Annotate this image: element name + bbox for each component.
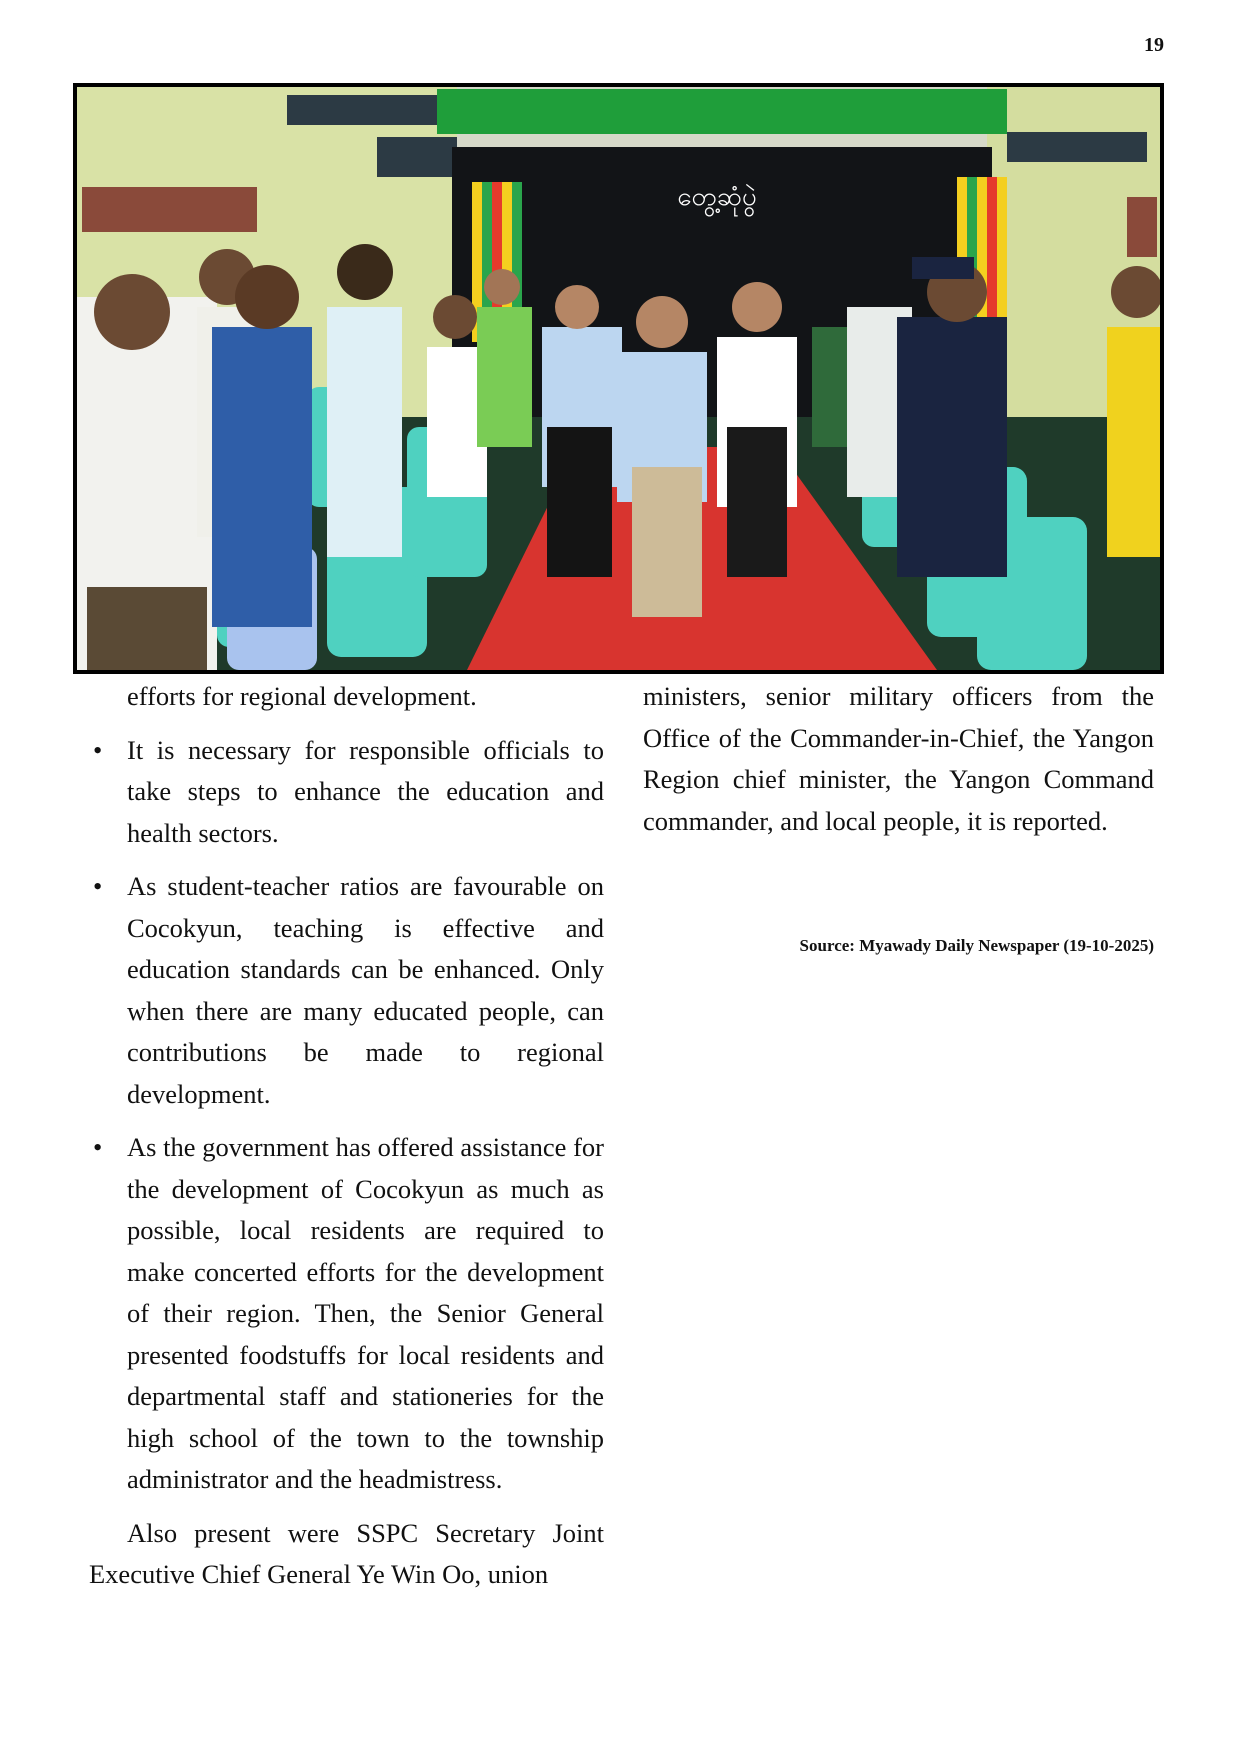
closing-paragraph: Also present were SSPC Secretary Joint Executive Chief General Ye Win Oo, union [89, 1517, 604, 1589]
backdrop-text: တွေ့ဆုံပွဲ [677, 182, 757, 212]
bullet-item [89, 1127, 604, 1501]
page-number: 19 [1144, 34, 1164, 56]
news-photo [73, 83, 1164, 674]
bullet-text: As the government has offered assistance for the development of Cocokyun as much as possible, local residents are required to make concerted efforts for the development of their region. Then, the Senior General presented foodstuffs for local residents and departmental staff and stationeries for the high school of the town to the township administrator and the headmistress. [127, 1132, 604, 1494]
bullet-text: As student-teacher ratios are favourable on Cocokyun, teaching is effective and education standards can be enhanced. Only when there are many educated people, can contributions be made to regional development. [127, 871, 604, 1109]
right-column [643, 676, 1154, 842]
left-column [89, 676, 604, 1596]
continuation-text: efforts for regional development. [127, 681, 477, 711]
bullet-item [89, 730, 604, 855]
bullet-icon: • [93, 734, 103, 765]
source-credit: Source: Myawady Daily Newspaper (19-10-2025) [799, 936, 1154, 955]
right-paragraph: ministers, senior military officers from the Office of the Commander-in-Chief, the Yangon Region chief minister, the Yangon Command commander, and local people, it is reported. [643, 681, 1154, 836]
photo-illustration [77, 87, 1160, 670]
bullet-icon: • [93, 1132, 103, 1162]
bullet-text: It is necessary for responsible officials to take steps to enhance the education and health sectors. [127, 734, 604, 848]
bullet-item [89, 866, 604, 1115]
green-valance [437, 89, 1007, 134]
bullet-icon: • [93, 871, 103, 901]
